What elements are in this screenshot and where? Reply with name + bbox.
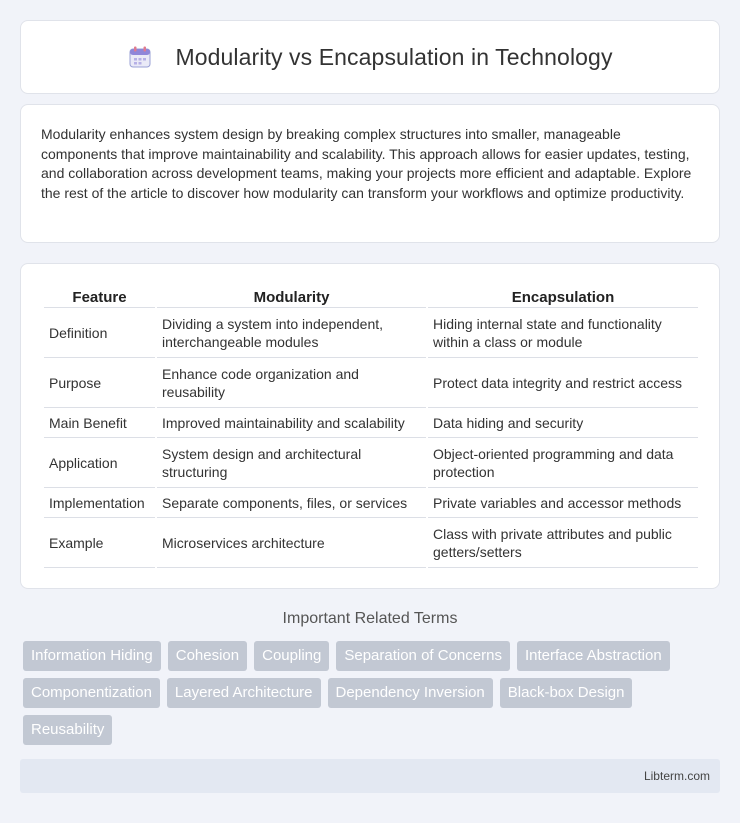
tag-separation-of-concerns[interactable]: Separation of Concerns <box>336 641 510 671</box>
cell-encapsulation: Object-oriented programming and data protection <box>428 438 698 488</box>
header-card <box>20 20 720 94</box>
cell-feature: Definition <box>44 308 155 358</box>
table-row <box>44 308 698 358</box>
table-header-row <box>44 286 698 308</box>
intro-paragraph: Modularity enhances system design by breaking complex structures into smaller, manageable components that improve maintainability and scalability. This approach allows for easier updates, testing, and collaboration across development teams, making your projects more efficient and adaptable. Explore the rest of the article to discover how modularity can transform your workflows and optimize productivity. <box>41 126 692 201</box>
related-terms-tags <box>23 641 723 745</box>
tag-information-hiding[interactable]: Information Hiding <box>23 641 161 671</box>
cell-feature: Purpose <box>44 358 155 408</box>
cell-encapsulation: Hiding internal state and functionality within a class or module <box>428 308 698 358</box>
cell-feature: Main Benefit <box>44 408 155 438</box>
cell-modularity: System design and architectural structuring <box>157 438 426 488</box>
table-row <box>44 408 698 438</box>
comparison-table-card <box>20 263 720 589</box>
page-title: Modularity vs Encapsulation in Technology <box>175 43 613 70</box>
cell-encapsulation: Protect data integrity and restrict access <box>428 358 698 408</box>
tag-componentization[interactable]: Componentization <box>23 678 160 708</box>
cell-modularity: Enhance code organization and reusability <box>157 358 426 408</box>
cell-feature: Application <box>44 438 155 488</box>
cell-modularity: Microservices architecture <box>157 518 426 568</box>
header-encapsulation: Encapsulation <box>428 286 698 308</box>
table-row <box>44 358 698 408</box>
footer <box>20 759 720 793</box>
cell-encapsulation: Class with private attributes and public getters/setters <box>428 518 698 568</box>
related-terms-title: Important Related Terms <box>282 610 458 627</box>
comparison-table <box>42 286 700 568</box>
cell-encapsulation: Data hiding and security <box>428 408 698 438</box>
tag-interface-abstraction[interactable]: Interface Abstraction <box>517 641 670 671</box>
tag-reusability[interactable]: Reusability <box>23 715 112 745</box>
cell-modularity: Separate components, files, or services <box>157 488 426 518</box>
cell-feature: Implementation <box>44 488 155 518</box>
table-row <box>44 438 698 488</box>
cell-modularity: Dividing a system into independent, interchangeable modules <box>157 308 426 358</box>
footer-site-link[interactable]: Libterm.com <box>643 769 710 783</box>
tag-coupling[interactable]: Coupling <box>254 641 329 671</box>
title-wrap <box>127 44 612 71</box>
table-row <box>44 488 698 518</box>
tag-layered-architecture[interactable]: Layered Architecture <box>167 678 321 708</box>
tag-black-box-design[interactable]: Black-box Design <box>500 678 633 708</box>
tag-cohesion[interactable]: Cohesion <box>168 641 247 671</box>
header-feature: Feature <box>44 286 155 308</box>
cell-encapsulation: Private variables and accessor methods <box>428 488 698 518</box>
intro-card <box>20 104 720 243</box>
tag-dependency-inversion[interactable]: Dependency Inversion <box>328 678 493 708</box>
calendar-icon <box>127 44 153 70</box>
header-modularity: Modularity <box>157 286 426 308</box>
cell-feature: Example <box>44 518 155 568</box>
cell-modularity: Improved maintainability and scalability <box>157 408 426 438</box>
table-row <box>44 518 698 568</box>
